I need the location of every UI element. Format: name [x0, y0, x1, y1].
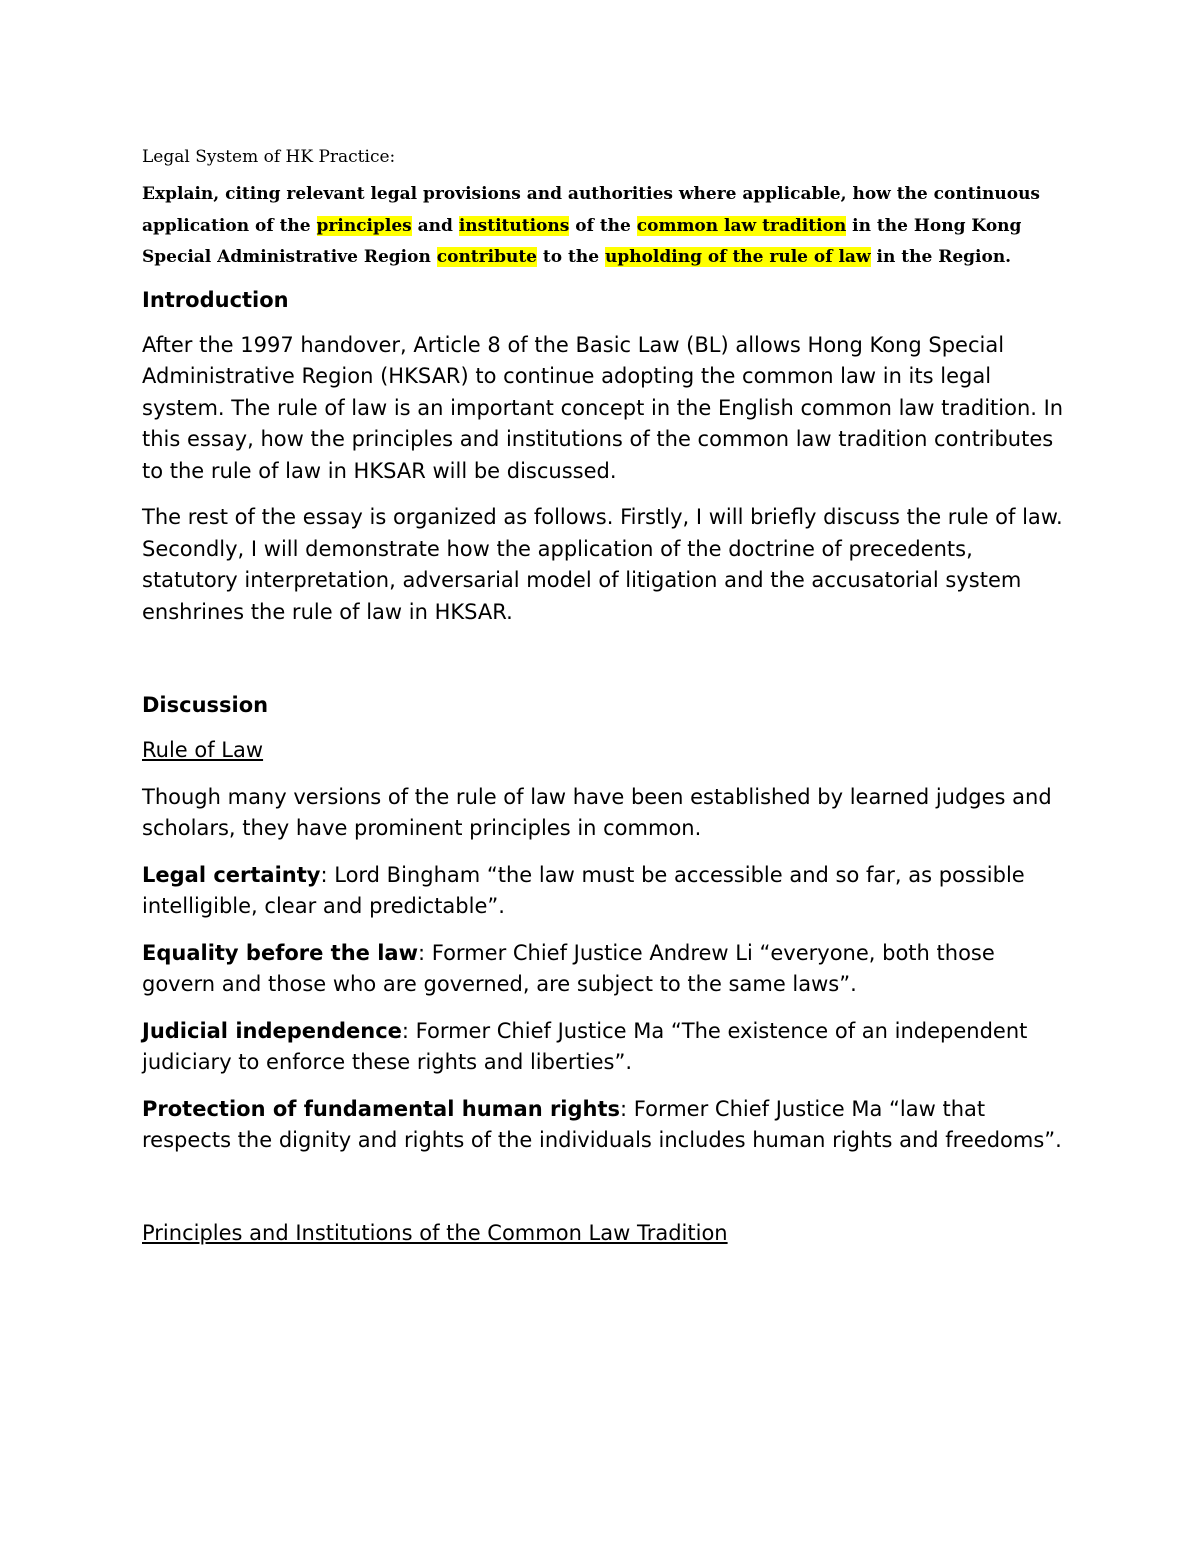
blank-line: [142, 1172, 1067, 1218]
question-text: of the: [569, 215, 637, 236]
question-text: to the: [536, 247, 605, 267]
document-page: [142, 141, 1067, 1264]
principle-text: : Former Chief Justice Ma “The existence of an independent judiciary to enforce these rights and liberties”.: [142, 1018, 1028, 1074]
introduction-heading: Introduction: [142, 287, 289, 312]
highlight-upholding-rule-of-law: upholding of the rule of law: [604, 247, 871, 267]
principles-institutions-heading: Principles and Institutions of the Common Law Tradition: [142, 1220, 728, 1245]
question-text: Explain, citing relevant legal provisions and authorities where applicable, how the continuous application of the: [142, 184, 1041, 236]
principle-term: Protection of fundamental human rights: [142, 1096, 621, 1121]
question-text: in the Region.: [870, 247, 1012, 267]
essay-question: [142, 179, 1067, 274]
principle-text: : Lord Bingham “the law must be accessible and so far, as possible intelligible, clear and predictable”.: [142, 862, 1025, 918]
principle-text: : Former Chief Justice Ma “law that respects the dignity and rights of the individuals includes human rights and freedoms”.: [142, 1096, 1062, 1152]
principle-judicial-independence: [142, 1016, 1067, 1079]
principle-term: Equality before the law: [142, 940, 418, 965]
question-text: and: [411, 215, 459, 236]
highlight-common-law-tradition: common law tradition: [636, 215, 847, 236]
principle-legal-certainty: [142, 860, 1067, 923]
principle-text: : Former Chief Justice Andrew Li “everyone, both those govern and those who are governed, are subject to the same laws”.: [142, 940, 995, 996]
rule-of-law-intro: Though many versions of the rule of law have been established by learned judges and scholars, they have prominent principles in common.: [142, 784, 1052, 840]
principle-equality: [142, 938, 1067, 1001]
question-text: in the Hong Kong Special Administrative Region: [142, 215, 1022, 267]
introduction-paragraph-1: After the 1997 handover, Article 8 of the Basic Law (BL) allows Hong Kong Special Administrative Region (HKSAR) to continue adopting the common law in its legal system. The rule of law is an important concept in the English common law tradition. In this essay, how the principles and institutions of the common law tradition contributes to the rule of law in HKSAR will be discussed.: [142, 332, 1064, 483]
principle-term: Judicial independence: [142, 1018, 402, 1043]
highlight-principles: principles: [316, 215, 412, 236]
rule-of-law-heading: Rule of Law: [142, 738, 264, 762]
highlight-contribute: contribute: [436, 247, 537, 267]
blank-line: [142, 643, 1067, 689]
highlight-institutions: institutions: [458, 215, 570, 236]
discussion-heading: Discussion: [142, 693, 269, 717]
introduction-paragraph-2: The rest of the essay is organized as follows. Firstly, I will briefly discuss the rule of law. Secondly, I will demonstrate how the application of the doctrine of precedents, statutory interpretation, adversarial model of litigation and the accusatorial system enshrines the rule of law in HKSAR.: [142, 505, 1063, 624]
principle-human-rights: [142, 1094, 1067, 1157]
document-title: Legal System of HK Practice:: [142, 147, 396, 167]
principle-term: Legal certainty: [142, 862, 321, 887]
